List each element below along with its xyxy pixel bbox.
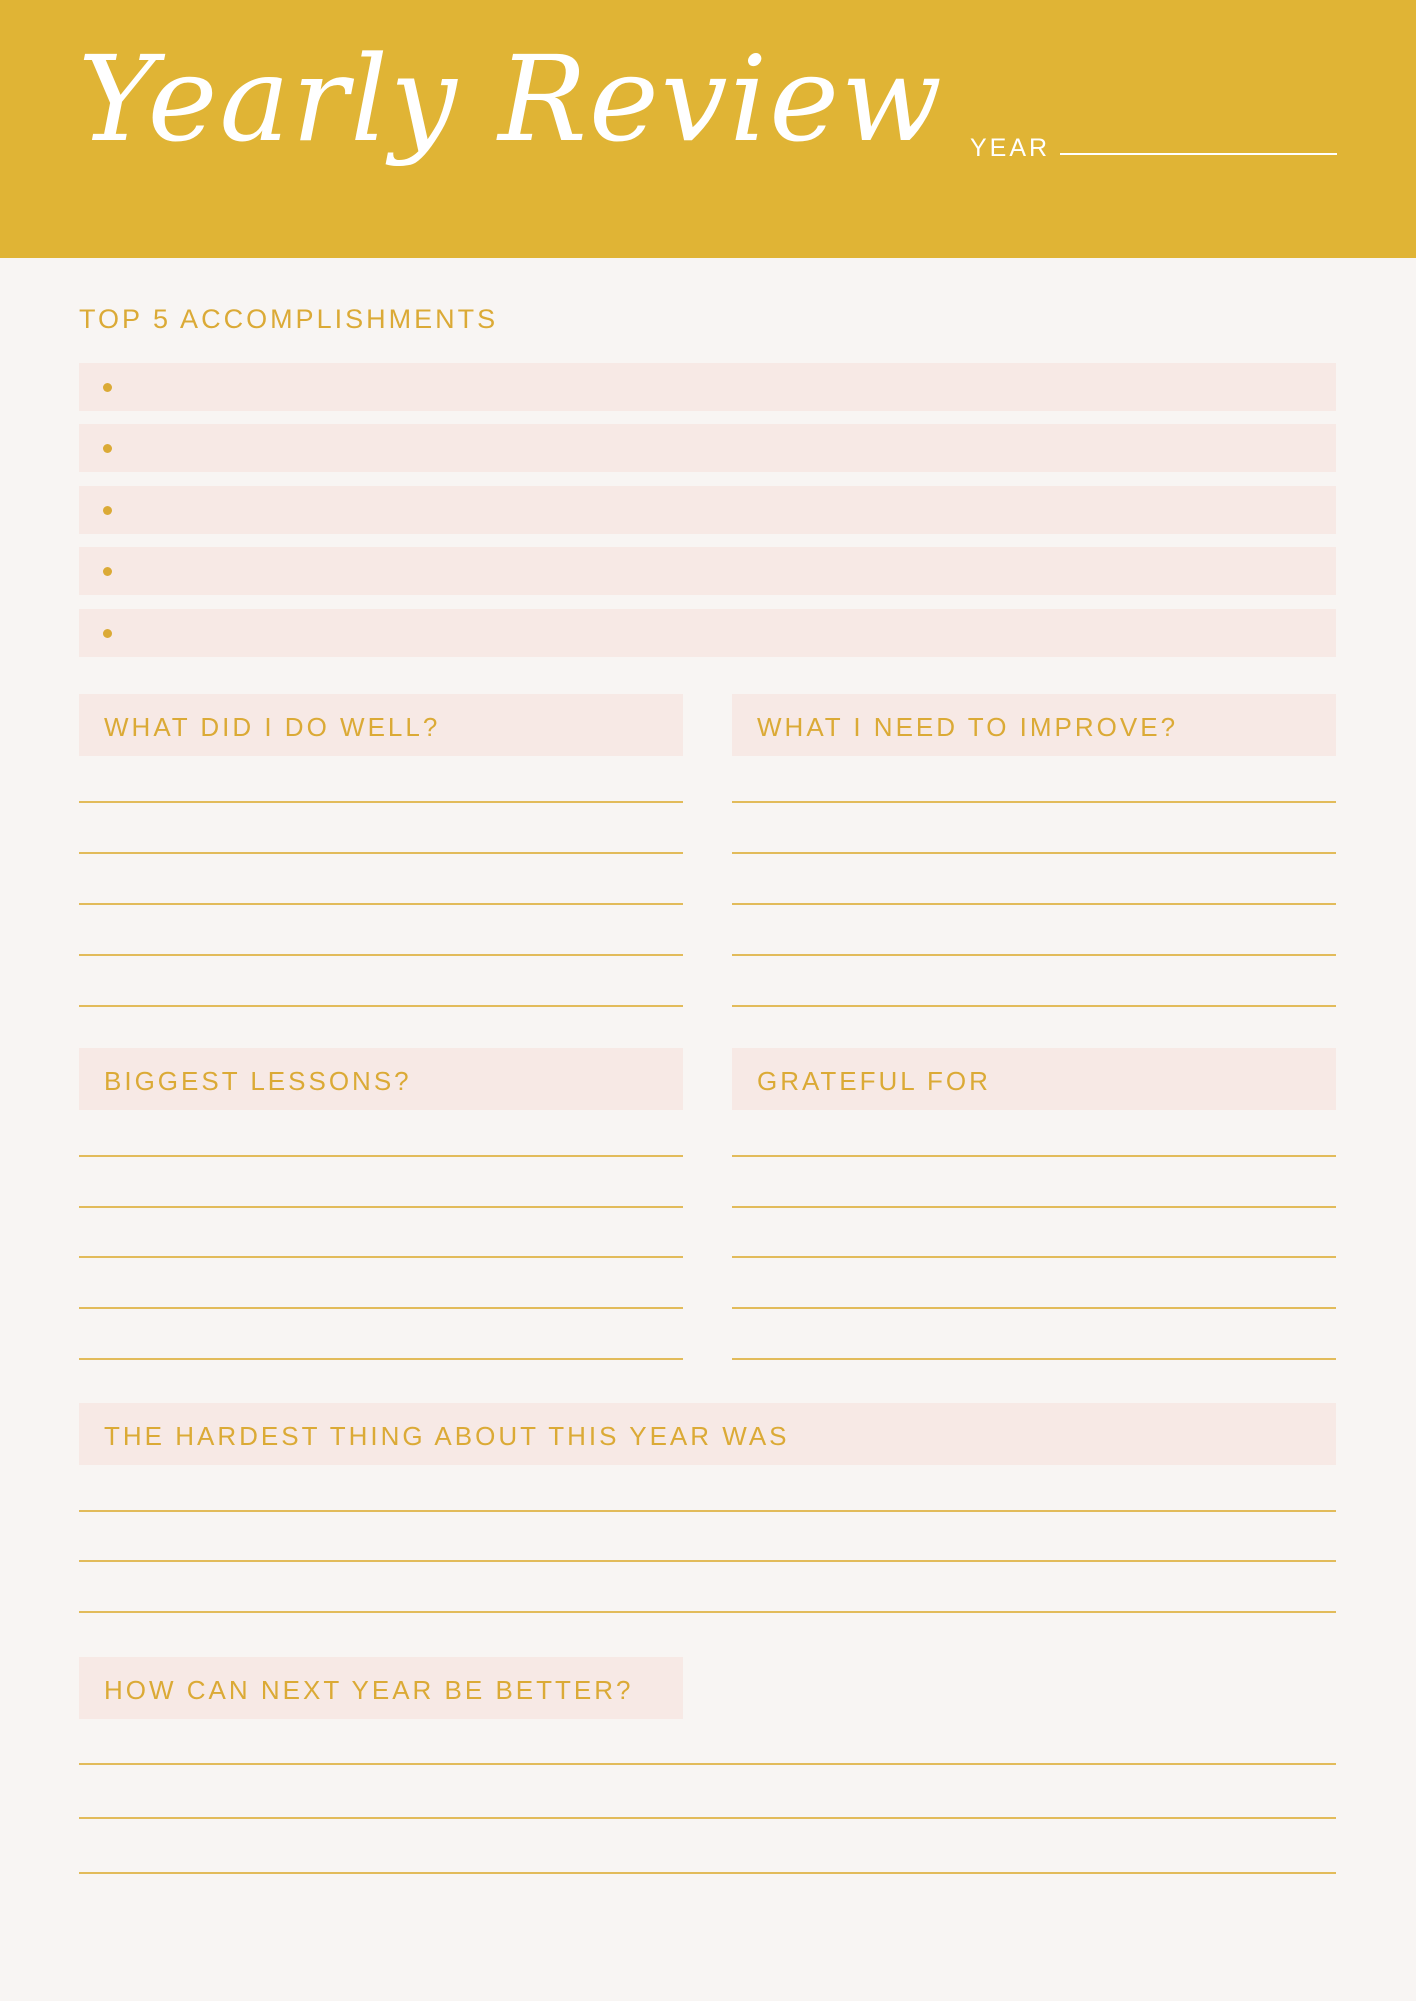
did-well-header bbox=[79, 694, 683, 756]
accomplishment-row[interactable] bbox=[79, 547, 1336, 595]
hardest-line[interactable] bbox=[79, 1560, 1336, 1562]
bullet-icon bbox=[103, 444, 112, 453]
hardest-header bbox=[79, 1403, 1336, 1465]
lessons-line[interactable] bbox=[79, 1358, 683, 1360]
improve-line[interactable] bbox=[732, 1005, 1336, 1007]
improve-line[interactable] bbox=[732, 801, 1336, 803]
header-banner bbox=[0, 0, 1416, 258]
grateful-header bbox=[732, 1048, 1336, 1110]
grateful-line[interactable] bbox=[732, 1155, 1336, 1157]
year-label: YEAR bbox=[970, 134, 1051, 162]
bullet-icon bbox=[103, 506, 112, 515]
did-well-line[interactable] bbox=[79, 903, 683, 905]
did-well-line[interactable] bbox=[79, 801, 683, 803]
did-well-line[interactable] bbox=[79, 954, 683, 956]
next-year-line[interactable] bbox=[79, 1872, 1336, 1874]
lessons-line[interactable] bbox=[79, 1256, 683, 1258]
grateful-line[interactable] bbox=[732, 1206, 1336, 1208]
accomplishment-row[interactable] bbox=[79, 486, 1336, 534]
next-year-header bbox=[79, 1657, 683, 1719]
grateful-line[interactable] bbox=[732, 1307, 1336, 1309]
improve-title: WHAT I NEED TO IMPROVE? bbox=[757, 712, 1179, 742]
did-well-title: WHAT DID I DO WELL? bbox=[104, 712, 441, 742]
bullet-icon bbox=[103, 383, 112, 392]
bullet-icon bbox=[103, 567, 112, 576]
improve-line[interactable] bbox=[732, 954, 1336, 956]
next-year-line[interactable] bbox=[79, 1763, 1336, 1765]
did-well-line[interactable] bbox=[79, 1005, 683, 1007]
accomplishment-row[interactable] bbox=[79, 363, 1336, 411]
grateful-line[interactable] bbox=[732, 1358, 1336, 1360]
next-year-title: HOW CAN NEXT YEAR BE BETTER? bbox=[104, 1675, 634, 1705]
bullet-icon bbox=[103, 629, 112, 638]
hardest-line[interactable] bbox=[79, 1611, 1336, 1613]
page-title: Yearly Review bbox=[78, 30, 945, 168]
grateful-title: GRATEFUL FOR bbox=[757, 1066, 991, 1096]
grateful-line[interactable] bbox=[732, 1256, 1336, 1258]
improve-line[interactable] bbox=[732, 852, 1336, 854]
lessons-line[interactable] bbox=[79, 1307, 683, 1309]
lessons-title: BIGGEST LESSONS? bbox=[104, 1066, 412, 1096]
improve-header bbox=[732, 694, 1336, 756]
did-well-line[interactable] bbox=[79, 852, 683, 854]
lessons-header bbox=[79, 1048, 683, 1110]
accomplishment-row[interactable] bbox=[79, 609, 1336, 657]
year-input-line[interactable] bbox=[1060, 153, 1337, 155]
hardest-line[interactable] bbox=[79, 1510, 1336, 1512]
hardest-title: THE HARDEST THING ABOUT THIS YEAR WAS bbox=[104, 1421, 790, 1451]
next-year-line[interactable] bbox=[79, 1817, 1336, 1819]
accomplishments-title: TOP 5 ACCOMPLISHMENTS bbox=[79, 304, 499, 334]
lessons-line[interactable] bbox=[79, 1206, 683, 1208]
accomplishment-row[interactable] bbox=[79, 424, 1336, 472]
improve-line[interactable] bbox=[732, 903, 1336, 905]
lessons-line[interactable] bbox=[79, 1155, 683, 1157]
